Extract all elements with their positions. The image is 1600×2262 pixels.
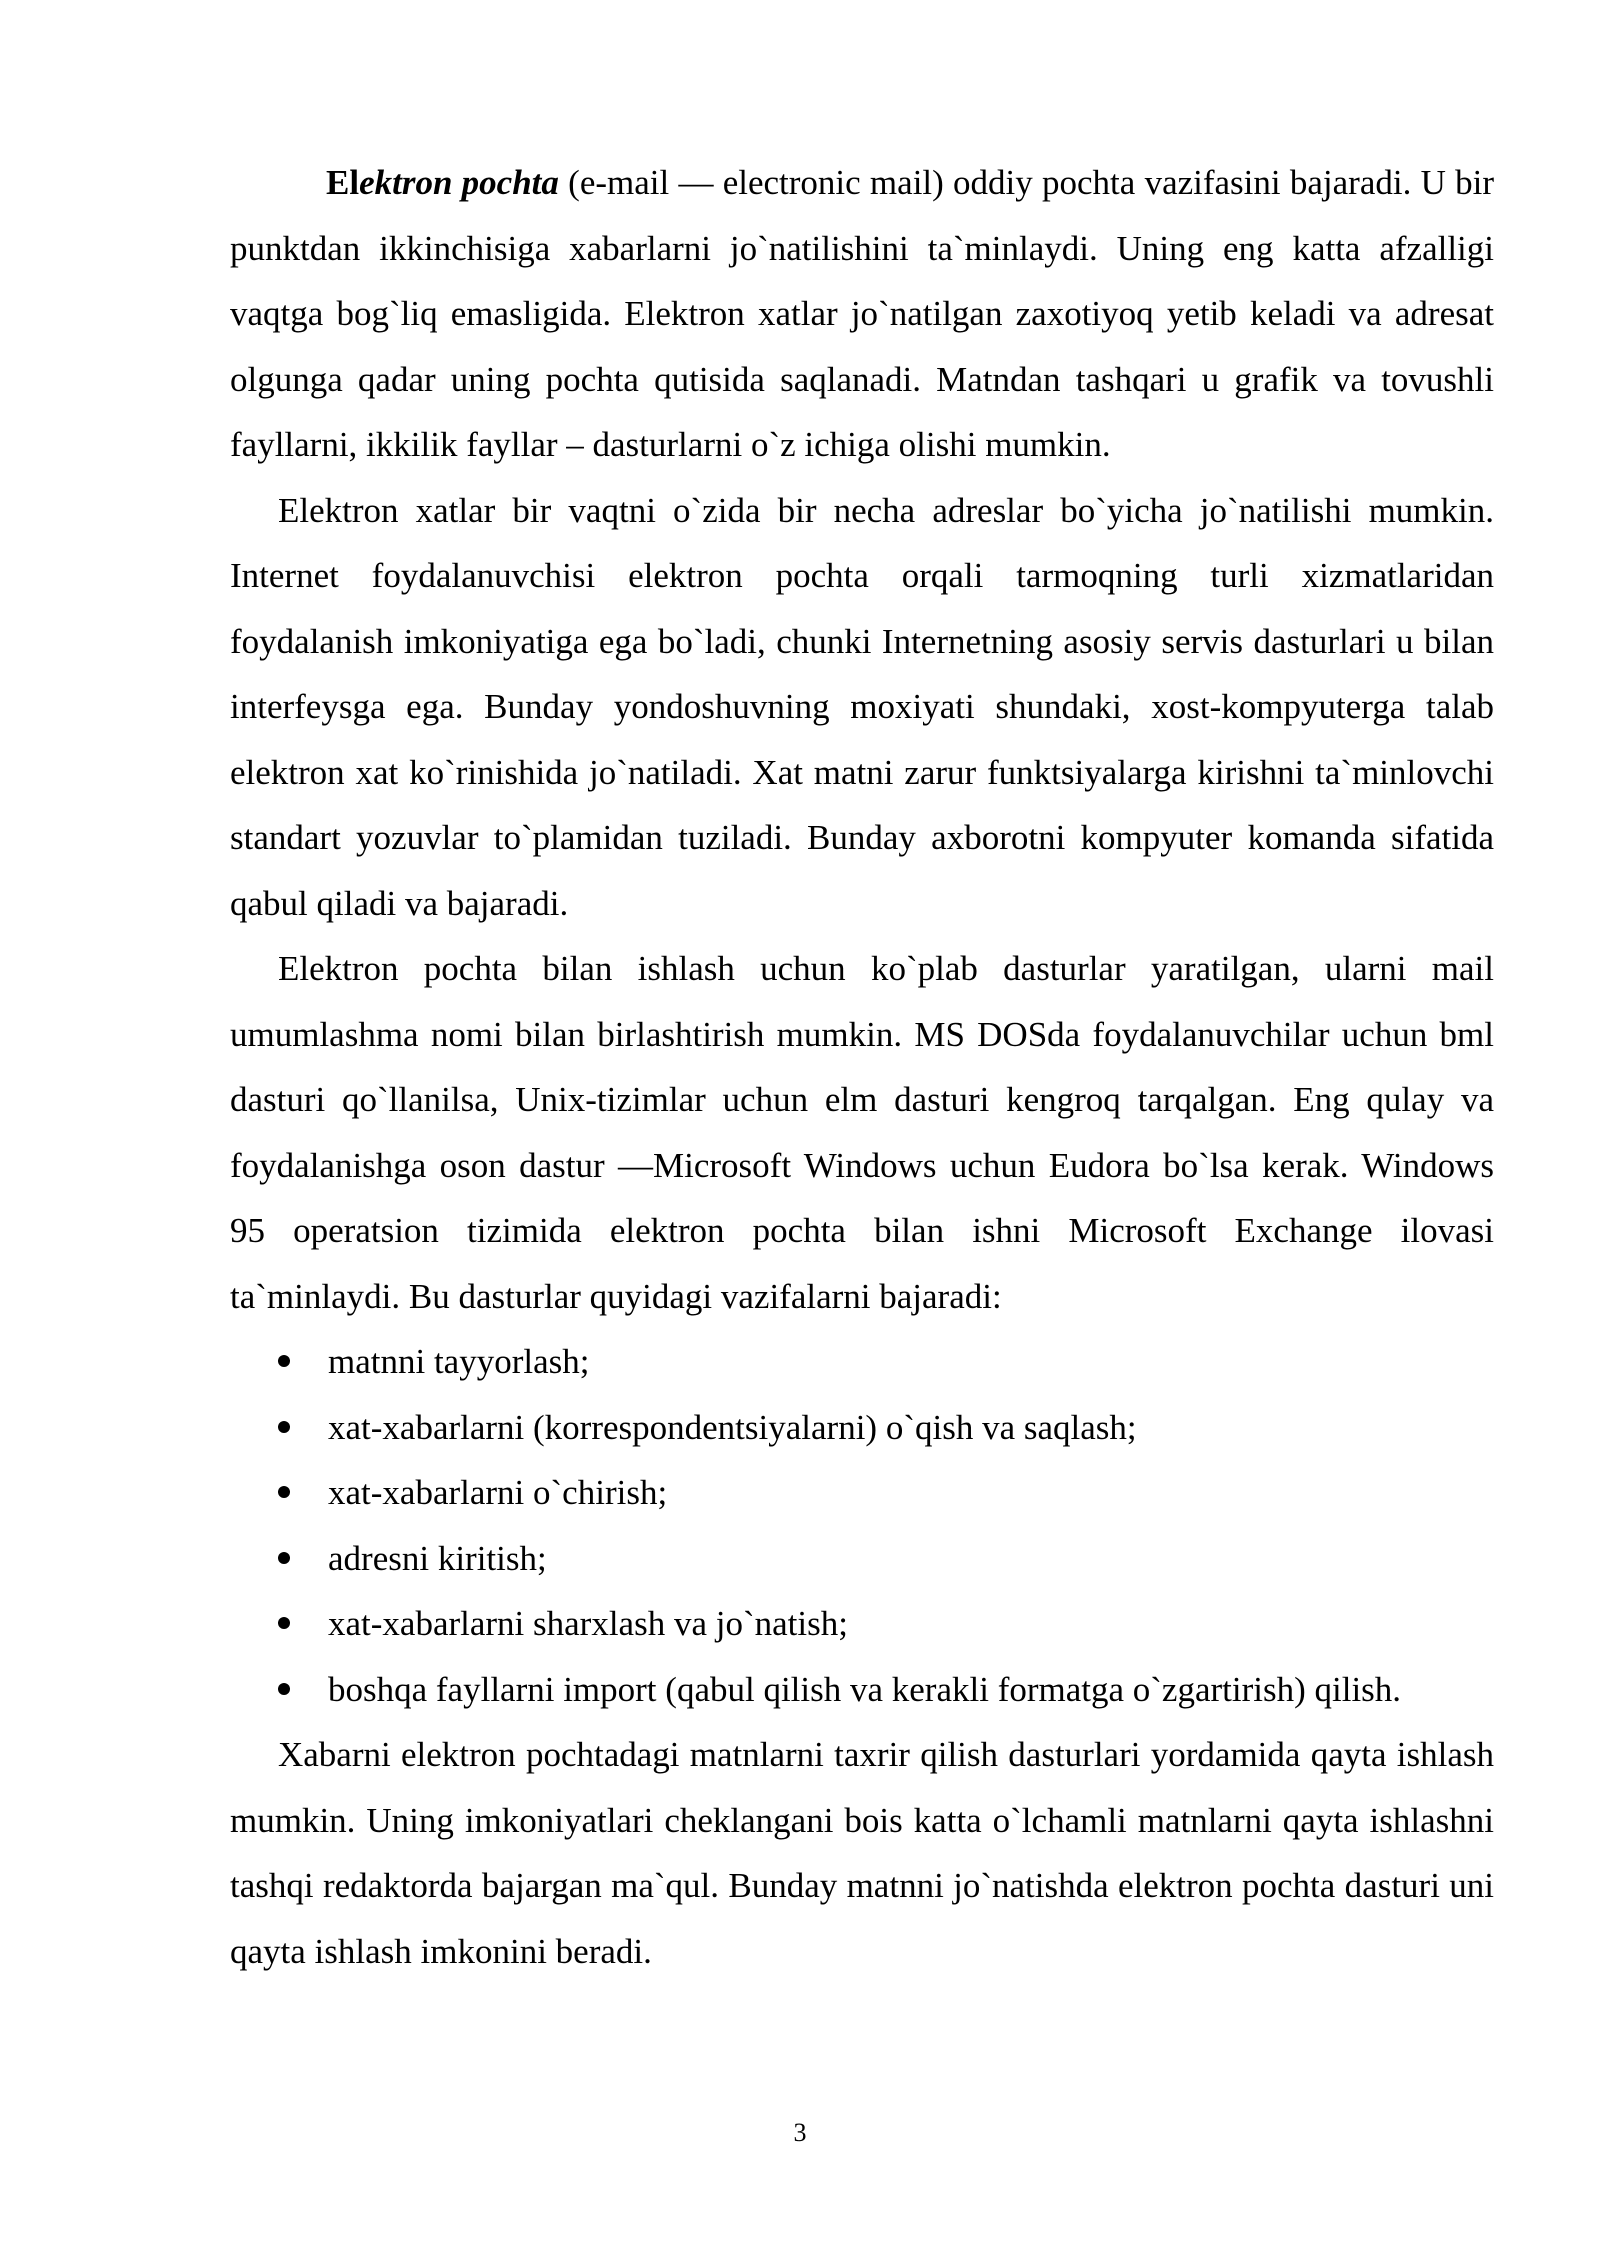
bullet-icon (278, 1355, 290, 1367)
list-item-text: boshqa fayllarni import (qabul qilish va kerakli formatga o`zgartirish) qilish. (328, 1669, 1402, 1709)
paragraph-mail-programs: Elektron pochta bilan ishlash uchun ko`plab dasturlar yaratilgan, ularni mail umumlashma nomi bilan birlashtirish mumkin. MS DOSda foydalanuvchilar uchun bml dasturi qo`llanilsa, Unix-tizimlar uchun elm dasturi kengroq tarqalgan. Eng qulay va foydalanishga oson dastur —Microsoft Windows uchun Eudora bo`lsa kerak. Windows 95 operatsion tizimida elektron pochta bilan ishni Microsoft Exchange ilovasi ta`minlaydi. Bu dasturlar quyidagi vazifalarni bajaradi: (230, 949, 1494, 1316)
bullet-icon (278, 1486, 290, 1498)
list-item-text: adresni kiritish; (328, 1538, 547, 1578)
list-item (230, 1460, 1494, 1526)
list-item-text: xat-xabarlarni (korrespondentsiyalarni) o`qish va saqlash; (328, 1407, 1137, 1447)
bullet-icon (278, 1421, 290, 1433)
bullet-icon (278, 1552, 290, 1564)
term-prefix: El (326, 163, 360, 202)
paragraph-multiple-addresses: Elektron xatlar bir vaqtni o`zida bir necha adreslar bo`yicha jo`natilishi mumkin. Internet foydalanuvchisi elektron pochta orqali tarmoqning turli xizmatlaridan foydalanish imkoniyatiga ega bo`ladi, chunki Internetning asosiy servis dasturlari u bilan interfeysga ega. Bunday yondoshuvning moxiyati shundaki, xost-kompyuterga talab elektron xat ko`rinishida jo`natiladi. Xat matni zarur funktsiyalarga kirishni ta`minlovchi standart yozuvlar to`plamidan tuziladi. Bunday axborotni kompyuter komanda sifatida qabul qiladi va bajaradi. (230, 490, 1494, 923)
list-item-text: xat-xabarlarni sharxlash va jo`natish; (328, 1604, 848, 1643)
list-item (230, 1526, 1494, 1592)
paragraph-editing: Xabarni elektron pochtadagi matnlarni taxrir qilish dasturlari yordamida qayta ishlash mumkin. Uning imkoniyatlari cheklangani bois katta o`lchamli matnlarni qayta ishlashni tashqi redaktorda bajargan ma`qul. Bunday matnni jo`natishda elektron pochta dasturi uni qayta ishlash imkonini beradi. (230, 1735, 1494, 1971)
term-emphasis: ektron pochta (359, 163, 559, 202)
bullet-icon (278, 1617, 290, 1629)
function-list (230, 1329, 1494, 1722)
list-item (230, 1657, 1494, 1723)
paragraph-text: (e-mail — electronic mail) oddiy pochta vazifasini bajaradi. U bir punktdan ikkinchisiga xabarlarni jo`natilishini ta`minlaydi. Uning eng katta afzalligi vaqtga bog`liq emasligida. Elektron xatlar jo`natilgan zaxotiyoq yetib keladi va adresat olgunga qadar uning pochta qutisida saqlanadi. Matndan tashqari u grafik va tovushli fayllarni, ikkilik fayllar – dasturlarni o`z ichiga olishi mumkin. (230, 163, 1494, 464)
document-body (230, 150, 1494, 1984)
paragraph-email-definition (230, 150, 1494, 478)
page-number: 3 (793, 2118, 807, 2147)
list-item (230, 1329, 1494, 1395)
list-item (230, 1395, 1494, 1461)
list-item-text: xat-xabarlarni o`chirish; (328, 1473, 668, 1512)
list-item (230, 1591, 1494, 1657)
bullet-icon (278, 1683, 290, 1695)
list-item-text: matnni tayyorlash; (328, 1342, 590, 1381)
